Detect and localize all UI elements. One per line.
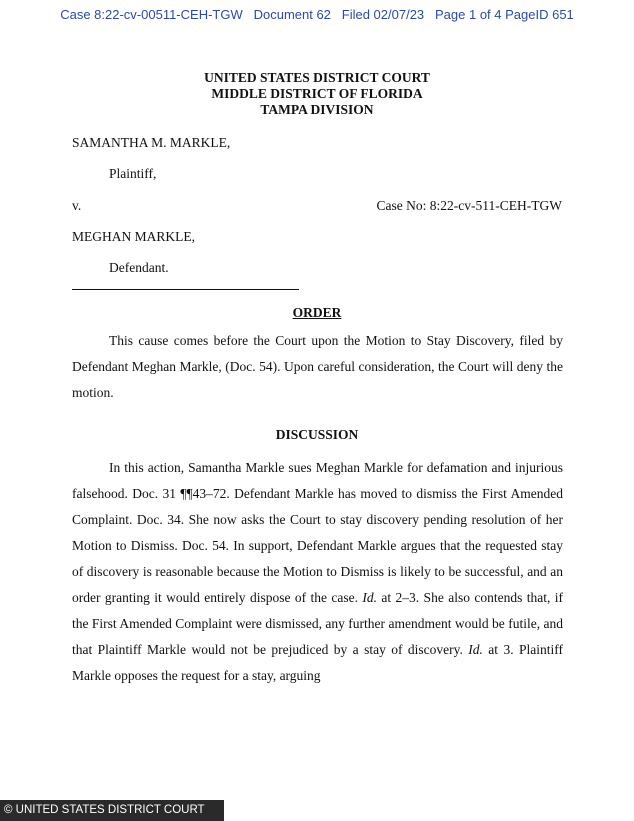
court-name: UNITED STATES DISTRICT COURT: [204, 70, 430, 85]
order-title: ORDER: [292, 305, 342, 320]
case-number-header: Case 8:22-cv-00511-CEH-TGW: [60, 7, 243, 22]
discussion-text-part-2: at 2–3. She also contends that, if the First Amended Complaint were dismissed, any further amendment would be futile, and that Plaintiff Markle would not be prejudiced by a stay of discovery.: [72, 590, 563, 657]
versus-label: v.: [72, 198, 82, 213]
order-intro-paragraph: This cause comes before the Court upon the Motion to Stay Discovery, filed by Defendant Meghan Markle, (Doc. 54). Upon careful consideration, the Court will deny the motion.: [72, 333, 563, 400]
court-division: TAMPA DIVISION: [260, 102, 374, 117]
citation-id-1: Id.: [362, 590, 377, 605]
document-number: Document 62: [253, 7, 331, 22]
copyright-watermark: © UNITED STATES DISTRICT COURT: [0, 800, 224, 821]
docket-header: [0, 7, 634, 22]
plaintiff-name: SAMANTHA M. MARKLE,: [72, 135, 231, 150]
court-heading: [0, 70, 634, 118]
court-district: MIDDLE DISTRICT OF FLORIDA: [211, 86, 423, 101]
discussion-text-part-1: In this action, Samantha Markle sues Meghan Markle for defamation and injurious falsehood. Doc. 31 ¶¶43–72. Defendant Markle has moved to dismiss the First Amended Complaint. Doc. 34. She now asks the Court to stay discovery pending resolution of her Motion to Dismiss. Doc. 54. In support, Defendant Markle argues that the requested stay of discovery is reasonable because the Motion to Dismiss is likely to be successful, and an order granting it would entirely dispose of the case.: [72, 460, 563, 605]
discussion-text-part-3: at 3. Plaintiff Markle opposes the request for a stay, arguing: [72, 642, 563, 683]
page-info: Page 1 of 4 PageID 651: [435, 7, 574, 22]
filed-date: Filed 02/07/23: [341, 7, 425, 22]
case-number: Case No: 8:22-cv-511-CEH-TGW: [376, 198, 562, 213]
caption-divider: [72, 289, 299, 290]
citation-id-2: Id.: [468, 642, 483, 657]
discussion-paragraph: [72, 455, 563, 689]
defendant-role: Defendant.: [109, 260, 169, 275]
order-heading: [0, 305, 634, 321]
defendant-name: MEGHAN MARKLE,: [72, 229, 195, 244]
plaintiff-role: Plaintiff,: [109, 166, 157, 181]
discussion-heading: DISCUSSION: [275, 427, 359, 442]
